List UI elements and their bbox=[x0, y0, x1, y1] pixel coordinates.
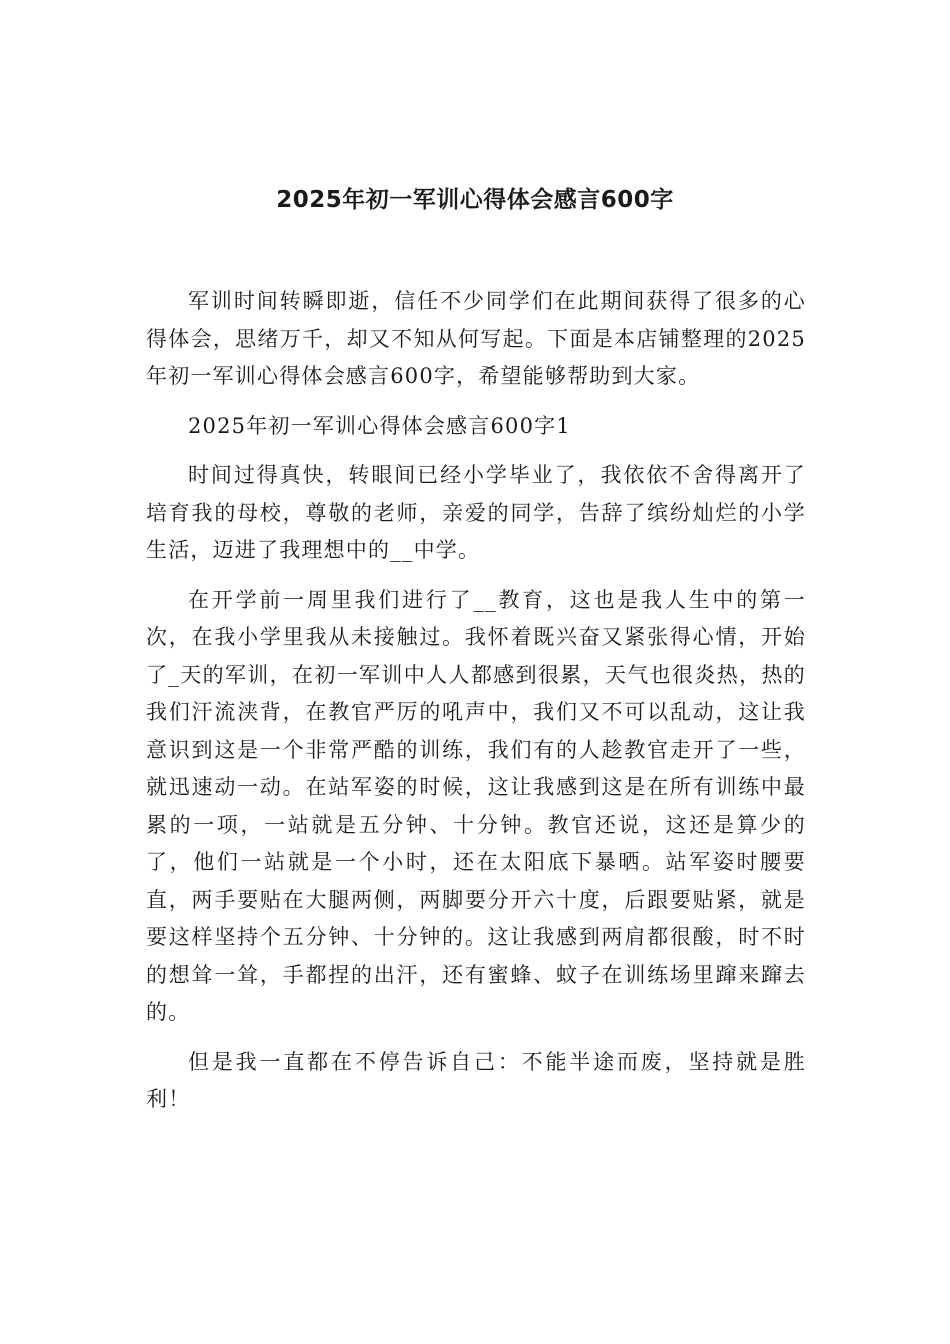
document-title: 2025年初一军训心得体会感言600字 bbox=[276, 187, 674, 213]
intro-paragraph: 军训时间转瞬即逝，信任不少同学们在此期间获得了很多的心得体会，思绪万千，却又不知从何写起。下面是本店铺整理的2025年初一军训心得体会感言600字，希望能够帮助到大家。 bbox=[146, 289, 806, 388]
body-paragraph: 时间过得真快，转眼间已经小学毕业了，我依依不舍得离开了培育我的母校，尊敬的老师，亲爱的同学，告辞了缤纷灿烂的小学生活，迈进了我理想中的__中学。 bbox=[146, 463, 806, 562]
body-paragraph: 在开学前一周里我们进行了__教育，这也是我人生中的第一次，在我小学里我从未接触过。我怀着既兴奋又紧张得心情，开始了_天的军训，在初一军训中人人都感到很累，天气也很炎热，热的我们汗流浃背，在教官严厉的吼声中，我们又不可以乱动，这让我意识到这是一个非常严酷的训练，我们有的人趁教官走开了一些，就迅速动一动。在站军姿的时候，这让我感到这是在所有训练中最累的一项，一站就是五分钟、十分钟。教官还说，这还是算少的了，他们一站就是一个小时，还在太阳底下暴晒。站军姿时腰要直，两手要贴在大腿两侧，两脚要分开六十度，后跟要贴紧，就是要这样坚持个五分钟、十分钟的。这让我感到两肩都很酸，时不时的想耸一耸，手都捏的出汗，还有蜜蜂、蚊子在训练场里蹿来蹿去的。 bbox=[146, 587, 806, 1024]
section-heading: 2025年初一军训心得体会感言600字1 bbox=[188, 413, 571, 438]
body-paragraph: 但是我一直都在不停告诉自己：不能半途而废，坚持就是胜利！ bbox=[146, 1049, 806, 1111]
document-body bbox=[146, 283, 806, 1131]
